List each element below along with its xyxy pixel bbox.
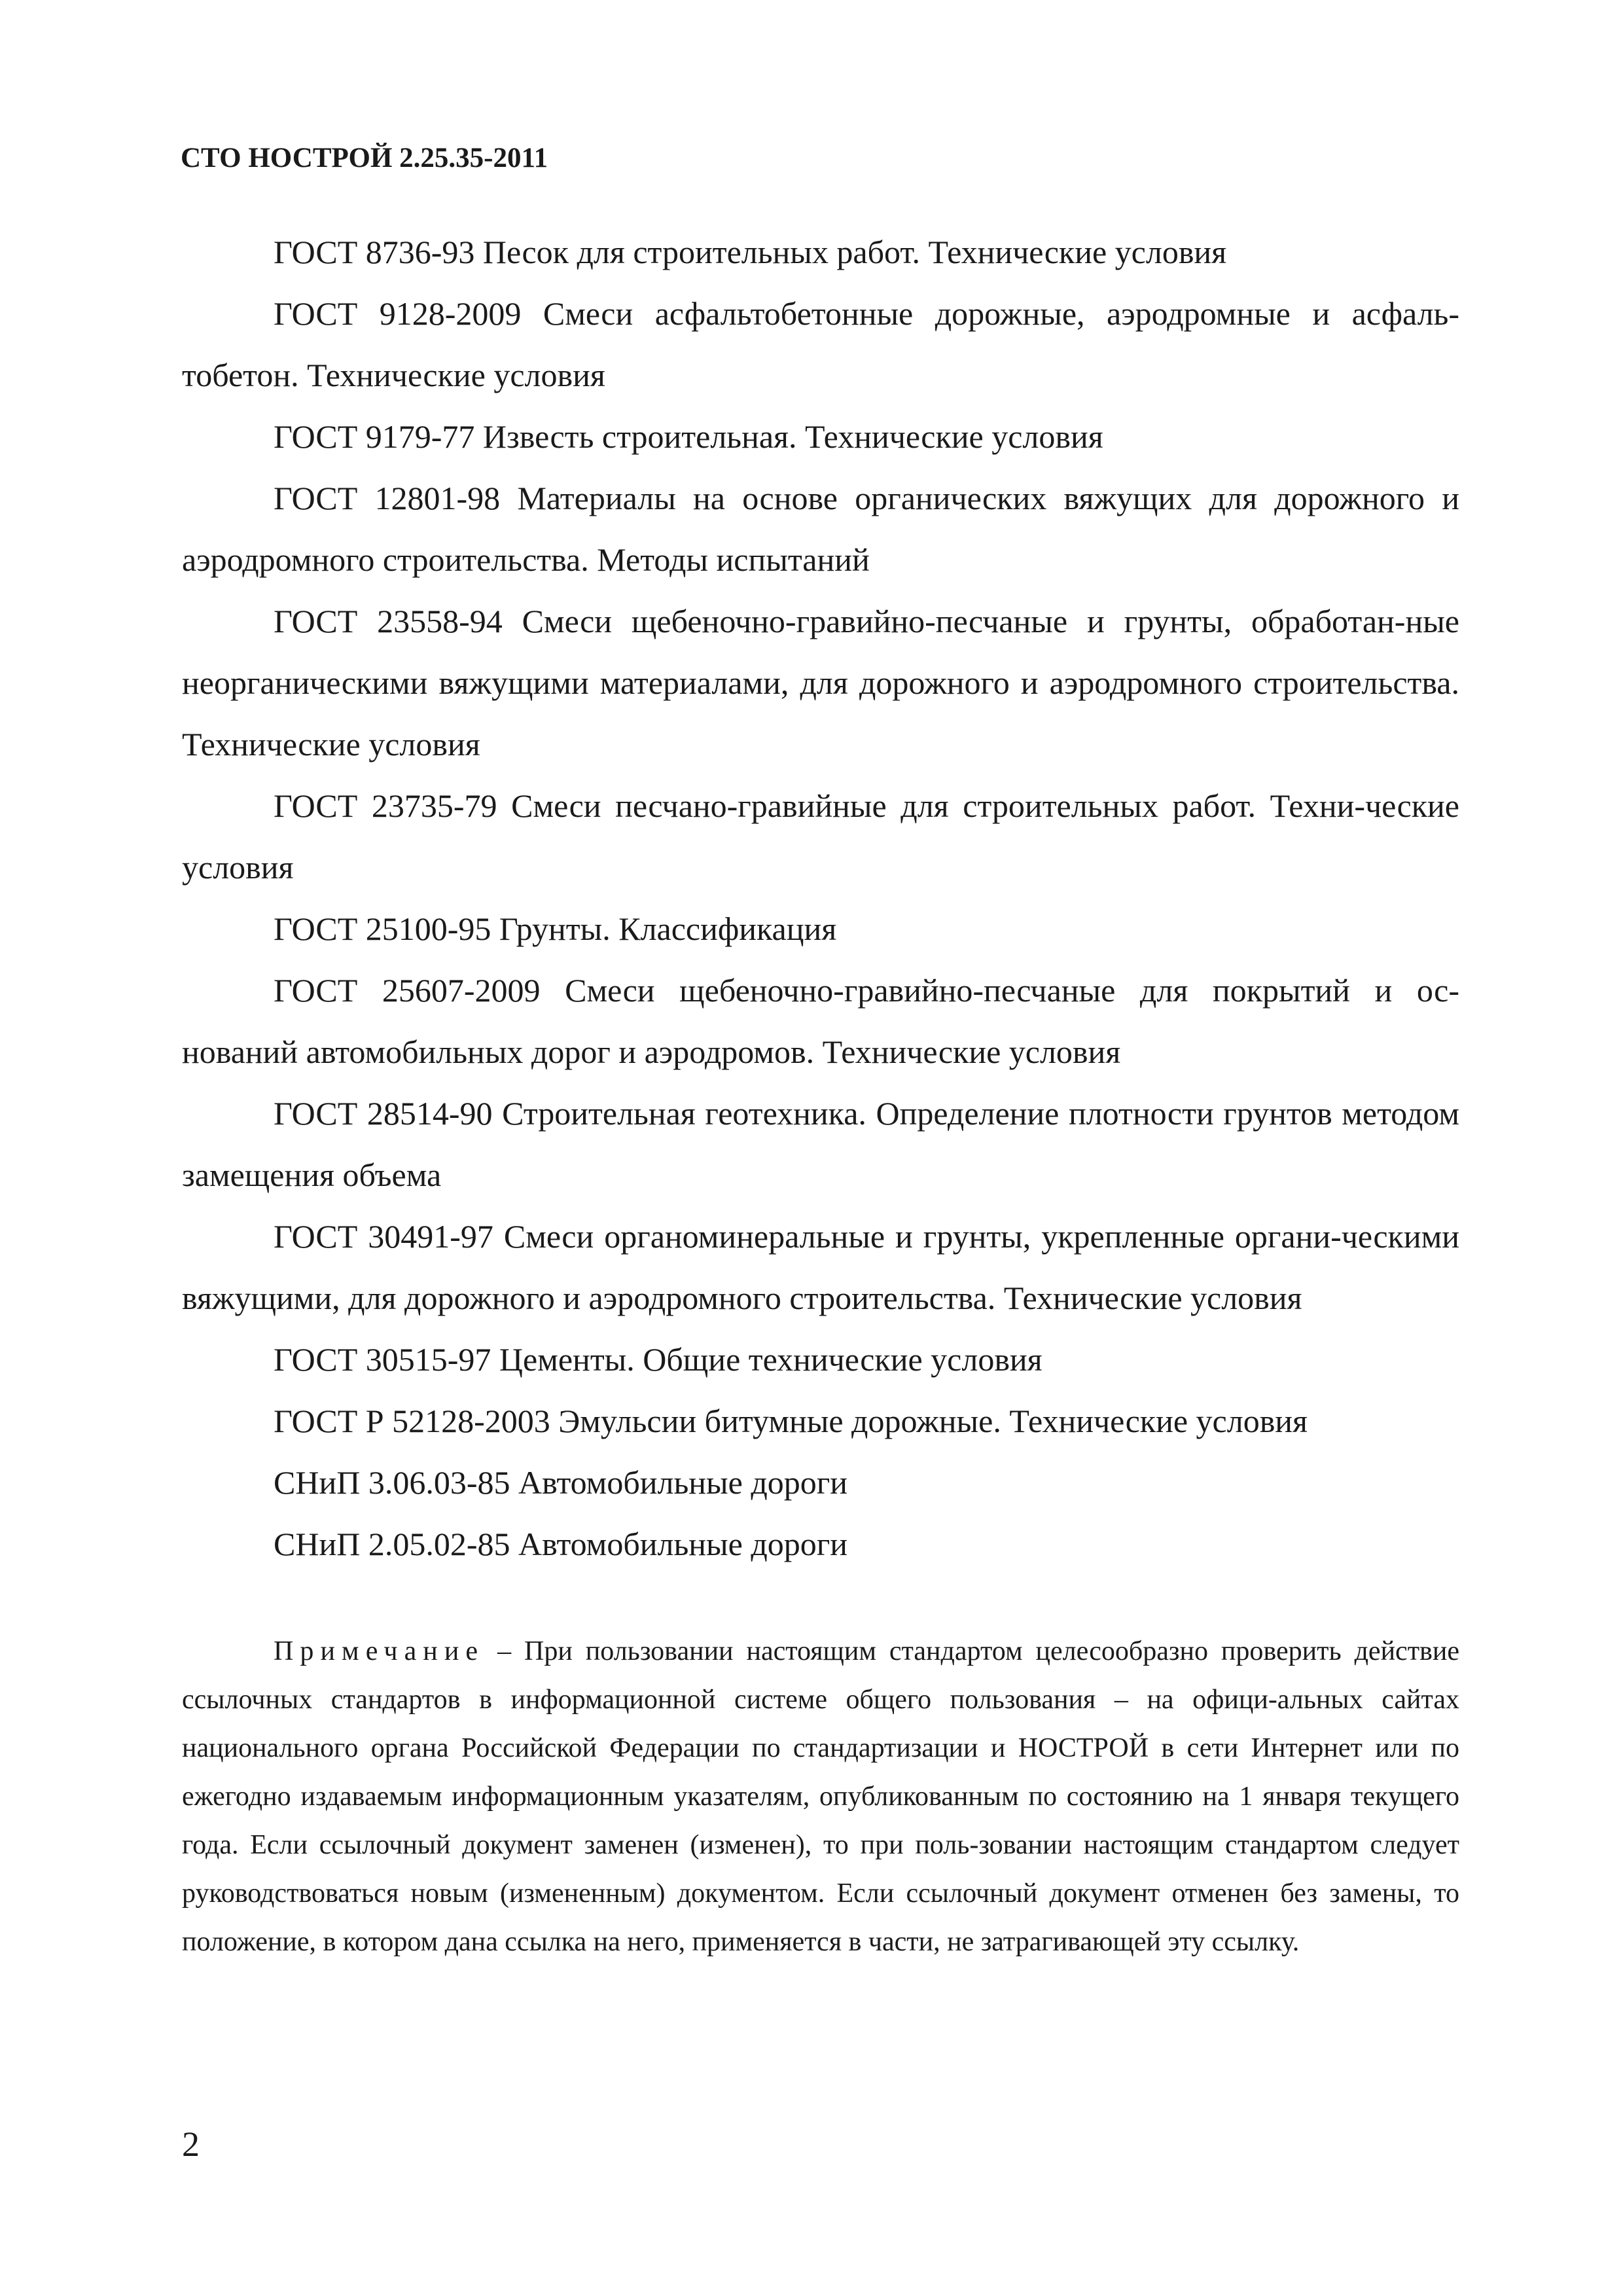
reference-item: ГОСТ 12801-98 Материалы на основе органических вяжущих для дорожного и аэродромного строительства. Методы испытаний (182, 480, 1459, 578)
reference-item: ГОСТ Р 52128-2003 Эмульсии битумные дорожные. Технические условия (274, 1403, 1308, 1439)
reference-item: ГОСТ 9179-77 Известь строительная. Технические условия (274, 418, 1103, 455)
reference-item: ГОСТ 25607-2009 Смеси щебеночно-гравийно-песчаные для покрытий и ос-нований автомобильных дорог и аэродромов. Технические условия (182, 972, 1459, 1070)
reference-item: ГОСТ 25100-95 Грунты. Классификация (274, 910, 837, 947)
reference-item: ГОСТ 9128-2009 Смеси асфальтобетонные дорожные, аэродромные и асфаль-тобетон. Технические условия (182, 295, 1459, 393)
reference-item: ГОСТ 30515-97 Цементы. Общие технические условия (274, 1341, 1043, 1378)
reference-item: ГОСТ 23735-79 Смеси песчано-гравийные для строительных работ. Техни-ческие условия (182, 787, 1459, 886)
normative-references-list (182, 221, 1459, 1575)
note-text: – При пользовании настоящим стандартом целесообразно проверить действие ссылочных стандартов в информационной системе общего пользования – на офици-альных сайтах национального органа Российской Федерации по стандартизации и НОСТРОЙ в сети Интернет или по ежегодно издаваемым информационным указателям, опубликованным по состоянию на 1 января текущего года. Если ссылочный документ заменен (изменен), то при поль-зовании настоящим стандартом следует руководствоваться новым (измененным) документом. Если ссылочный документ отменен без замены, то положение, в котором дана ссылка на него, применяется в части, не затрагивающей эту ссылку. (182, 1636, 1459, 1957)
reference-item: ГОСТ 28514-90 Строительная геотехника. Определение плотности грунтов методом замещения объема (182, 1095, 1459, 1193)
note-label: Примечание (274, 1636, 485, 1666)
reference-item: ГОСТ 30491-97 Смеси органоминеральные и грунты, укрепленные органи-ческими вяжущими, для дорожного и аэродромного строительства. Технические условия (182, 1218, 1459, 1316)
reference-item: СНиП 3.06.03-85 Автомобильные дороги (274, 1464, 848, 1501)
note-paragraph (182, 1627, 1459, 1966)
page-number: 2 (182, 2125, 200, 2164)
document-header: СТО НОСТРОЙ 2.25.35-2011 (181, 143, 548, 173)
reference-item: ГОСТ 23558-94 Смеси щебеночно-гравийно-песчаные и грунты, обработан-ные неорганическими вяжущими материалами, для дорожного и аэродромного строительства. Технические условия (182, 603, 1459, 762)
reference-item: СНиП 2.05.02-85 Автомобильные дороги (274, 1526, 848, 1562)
reference-item: ГОСТ 8736-93 Песок для строительных работ. Технические условия (274, 234, 1227, 270)
